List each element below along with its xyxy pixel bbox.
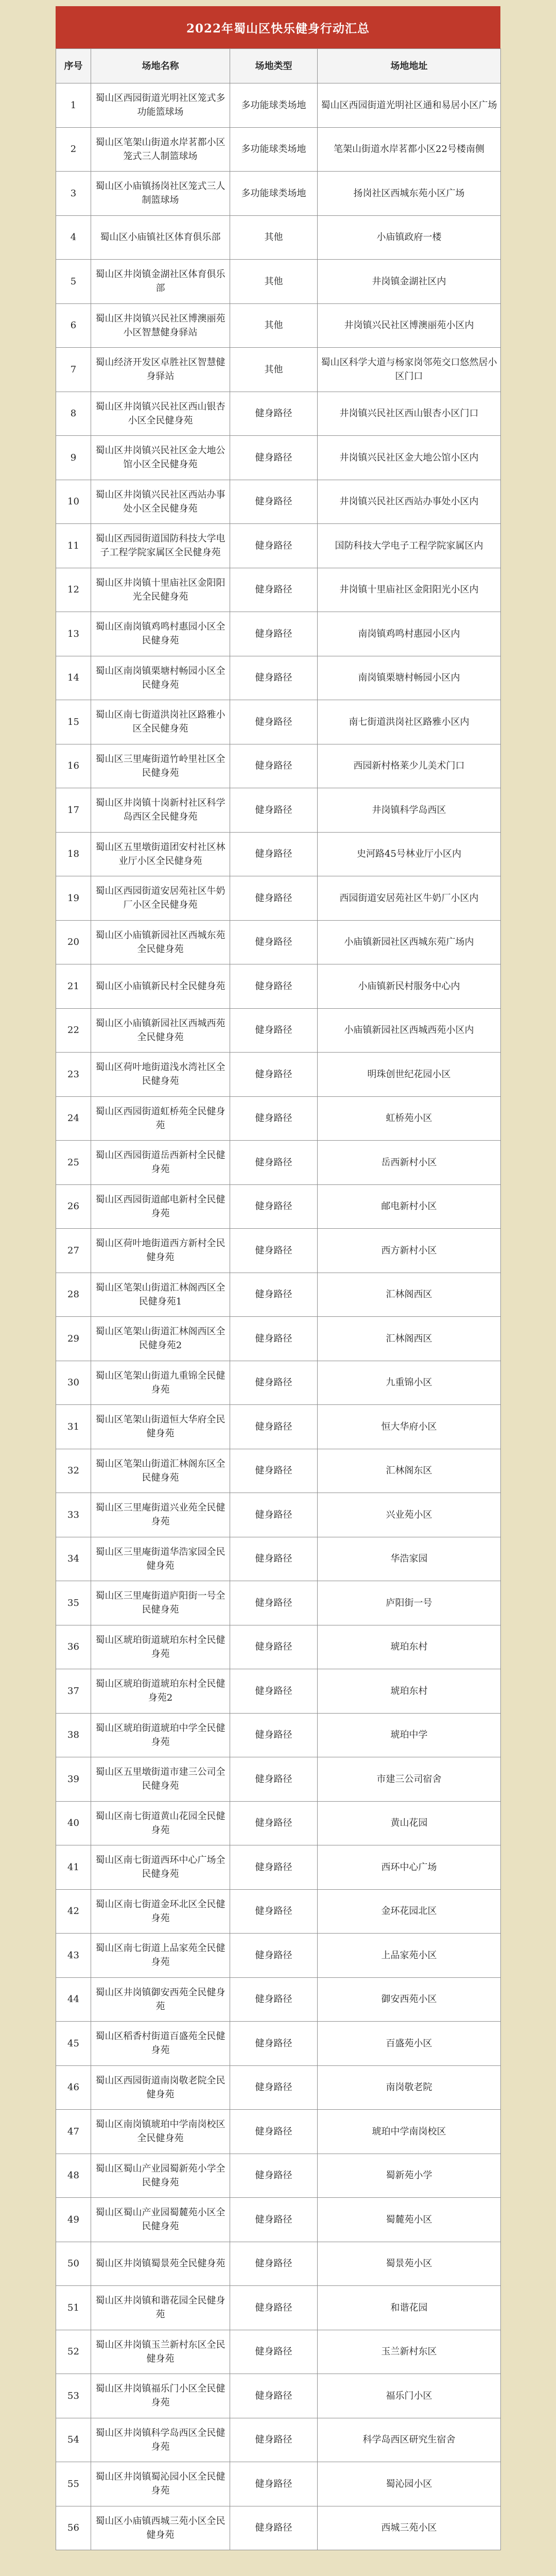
cell-venue-name: 蜀山区井岗镇十岗新村社区科学岛西区全民健身苑 [91, 788, 230, 833]
table-row [56, 1317, 501, 1361]
cell-venue-type: 健身路径 [230, 2418, 318, 2462]
header-venue-address: 场地地址 [318, 49, 501, 83]
cell-venue-type: 健身路径 [230, 1141, 318, 1185]
cell-venue-address: 井岗镇金湖社区内 [318, 260, 501, 304]
table-row [56, 172, 501, 216]
cell-index: 49 [56, 2198, 91, 2242]
cell-venue-address: 汇林阁西区 [318, 1317, 501, 1361]
cell-venue-address: 和谐花园 [318, 2286, 501, 2330]
cell-venue-address: 黄山花园 [318, 1801, 501, 1845]
table-row [56, 2154, 501, 2198]
cell-venue-name: 蜀山区西园街道光明社区笼式多功能篮球场 [91, 83, 230, 128]
cell-index: 40 [56, 1801, 91, 1845]
cell-venue-name: 蜀山区南岗镇鸡鸣村惠园小区全民健身苑 [91, 612, 230, 656]
cell-venue-type: 健身路径 [230, 1184, 318, 1229]
cell-venue-address: 小庙镇新园社区西城东苑广场内 [318, 920, 501, 964]
venue-table [56, 48, 501, 2550]
cell-venue-name: 蜀山区笔架山街道汇林阁东区全民健身苑 [91, 1449, 230, 1493]
cell-venue-address: 蜀山区科学大道与杨家岗邻苑交口悠然居小区门口 [318, 348, 501, 392]
cell-venue-type: 健身路径 [230, 1053, 318, 1097]
cell-index: 37 [56, 1669, 91, 1714]
cell-venue-name: 蜀山区琥珀街道琥珀东村全民健身苑2 [91, 1669, 230, 1714]
cell-venue-name: 蜀山区南七街道洪岗社区路雅小区全民健身苑 [91, 700, 230, 744]
cell-venue-type: 健身路径 [230, 1273, 318, 1317]
cell-venue-name: 蜀山区南岗镇琥珀中学南岗校区全民健身苑 [91, 2110, 230, 2154]
cell-venue-address: 西园街道安居苑社区牛奶厂小区内 [318, 876, 501, 921]
cell-index: 19 [56, 876, 91, 921]
cell-venue-name: 蜀山区南七街道西环中心广场全民健身苑 [91, 1845, 230, 1890]
cell-index: 1 [56, 83, 91, 128]
cell-venue-address: 琥珀东村 [318, 1669, 501, 1714]
table-row [56, 2506, 501, 2550]
cell-venue-type: 健身路径 [230, 1537, 318, 1581]
cell-venue-address: 井岗镇兴民社区西站办事处小区内 [318, 480, 501, 524]
cell-venue-address: 井岗镇兴民社区博澳丽苑小区内 [318, 303, 501, 348]
cell-venue-type: 健身路径 [230, 744, 318, 788]
cell-index: 25 [56, 1141, 91, 1185]
cell-venue-address: 御安西苑小区 [318, 1977, 501, 2022]
cell-index: 41 [56, 1845, 91, 1890]
cell-venue-address: 邮电新村小区 [318, 1184, 501, 1229]
table-row [56, 83, 501, 128]
cell-index: 53 [56, 2374, 91, 2418]
table-row [56, 2198, 501, 2242]
cell-venue-type: 健身路径 [230, 656, 318, 700]
table-row [56, 1053, 501, 1097]
cell-venue-type: 健身路径 [230, 392, 318, 436]
cell-venue-type: 健身路径 [230, 1934, 318, 1978]
cell-index: 36 [56, 1625, 91, 1669]
cell-venue-address: 西园新村格莱少儿美术门口 [318, 744, 501, 788]
table-row [56, 1625, 501, 1669]
cell-venue-address: 福乐门小区 [318, 2374, 501, 2418]
cell-index: 26 [56, 1184, 91, 1229]
cell-index: 27 [56, 1229, 91, 1273]
table-row [56, 700, 501, 744]
cell-index: 7 [56, 348, 91, 392]
cell-index: 8 [56, 392, 91, 436]
table-row [56, 392, 501, 436]
cell-venue-address: 明珠创世纪花园小区 [318, 1053, 501, 1097]
cell-venue-name: 蜀山区西园街道虹桥苑全民健身苑 [91, 1096, 230, 1141]
cell-venue-name: 蜀山区井岗镇御安西苑全民健身苑 [91, 1977, 230, 2022]
cell-venue-type: 健身路径 [230, 1757, 318, 1802]
cell-venue-type: 健身路径 [230, 1845, 318, 1890]
cell-venue-name: 蜀山区井岗镇科学岛西区全民健身苑 [91, 2418, 230, 2462]
cell-venue-address: 南七街道洪岗社区路雅小区内 [318, 700, 501, 744]
cell-venue-name: 蜀山区笔架山街道汇林阁西区全民健身苑1 [91, 1273, 230, 1317]
cell-index: 24 [56, 1096, 91, 1141]
table-row [56, 964, 501, 1009]
cell-index: 52 [56, 2330, 91, 2374]
header-index: 序号 [56, 49, 91, 83]
table-row [56, 1273, 501, 1317]
cell-venue-name: 蜀山区五里墩街道市建三公司全民健身苑 [91, 1757, 230, 1802]
cell-venue-type: 健身路径 [230, 1096, 318, 1141]
cell-venue-type: 健身路径 [230, 2242, 318, 2286]
cell-venue-type: 多功能球类场地 [230, 172, 318, 216]
cell-venue-type: 健身路径 [230, 1317, 318, 1361]
cell-venue-type: 健身路径 [230, 1977, 318, 2022]
cell-venue-address: 汇林阁东区 [318, 1449, 501, 1493]
cell-venue-address: 市建三公司宿舍 [318, 1757, 501, 1802]
cell-venue-type: 健身路径 [230, 2022, 318, 2066]
cell-venue-address: 百盛苑小区 [318, 2022, 501, 2066]
cell-index: 54 [56, 2418, 91, 2462]
table-row [56, 260, 501, 304]
table-row [56, 2242, 501, 2286]
table-row [56, 1669, 501, 1714]
table-row [56, 876, 501, 921]
cell-venue-name: 蜀山区蜀山产业园蜀麓苑小区全民健身苑 [91, 2198, 230, 2242]
cell-venue-type: 健身路径 [230, 2110, 318, 2154]
cell-index: 21 [56, 964, 91, 1009]
cell-venue-address: 九重锦小区 [318, 1361, 501, 1405]
cell-venue-name: 蜀山区荷叶地街道西方新村全民健身苑 [91, 1229, 230, 1273]
cell-venue-type: 健身路径 [230, 1493, 318, 1537]
table-row [56, 2110, 501, 2154]
cell-index: 42 [56, 1889, 91, 1934]
cell-venue-type: 健身路径 [230, 2065, 318, 2110]
cell-venue-type: 健身路径 [230, 1229, 318, 1273]
cell-venue-name: 蜀山区小庙镇扬岗社区笼式三人制篮球场 [91, 172, 230, 216]
cell-venue-type: 健身路径 [230, 480, 318, 524]
table-row [56, 127, 501, 172]
cell-index: 18 [56, 832, 91, 876]
cell-venue-name: 蜀山区井岗镇和谐花园全民健身苑 [91, 2286, 230, 2330]
cell-venue-name: 蜀山区笔架山街道恒大华府全民健身苑 [91, 1405, 230, 1449]
table-row [56, 1449, 501, 1493]
cell-venue-type: 健身路径 [230, 2286, 318, 2330]
cell-venue-address: 西方新村小区 [318, 1229, 501, 1273]
cell-venue-type: 健身路径 [230, 920, 318, 964]
cell-venue-address: 小庙镇新园社区西城西苑小区内 [318, 1008, 501, 1053]
cell-venue-address: 兴业苑小区 [318, 1493, 501, 1537]
cell-venue-name: 蜀山区井岗镇玉兰新村东区全民健身苑 [91, 2330, 230, 2374]
cell-venue-name: 蜀山区井岗镇金湖社区体育俱乐部 [91, 260, 230, 304]
cell-venue-name: 蜀山区三里庵街道庐阳街一号全民健身苑 [91, 1581, 230, 1625]
table-row [56, 2330, 501, 2374]
cell-index: 29 [56, 1317, 91, 1361]
cell-venue-address: 蜀新苑小学 [318, 2154, 501, 2198]
cell-index: 55 [56, 2462, 91, 2506]
cell-venue-address: 西城三苑小区 [318, 2506, 501, 2550]
table-row [56, 1537, 501, 1581]
cell-venue-type: 健身路径 [230, 1361, 318, 1405]
table-row [56, 2418, 501, 2462]
cell-index: 39 [56, 1757, 91, 1802]
cell-index: 46 [56, 2065, 91, 2110]
cell-venue-address: 蜀沁园小区 [318, 2462, 501, 2506]
cell-venue-type: 健身路径 [230, 1713, 318, 1757]
cell-venue-name: 蜀山区笔架山街道汇林阁西区全民健身苑2 [91, 1317, 230, 1361]
table-row [56, 1229, 501, 1273]
cell-index: 15 [56, 700, 91, 744]
cell-venue-name: 蜀山经济开发区卓胜社区智慧健身驿站 [91, 348, 230, 392]
table-row [56, 1713, 501, 1757]
cell-venue-name: 蜀山区井岗镇蜀沁园小区全民健身苑 [91, 2462, 230, 2506]
cell-venue-name: 蜀山区琥珀街道琥珀东村全民健身苑 [91, 1625, 230, 1669]
cell-venue-type: 健身路径 [230, 2330, 318, 2374]
cell-venue-type: 健身路径 [230, 2506, 318, 2550]
cell-venue-type: 其他 [230, 215, 318, 260]
cell-venue-name: 蜀山区井岗镇兴民社区博澳丽苑小区智慧健身驿站 [91, 303, 230, 348]
cell-venue-type: 健身路径 [230, 1669, 318, 1714]
cell-index: 50 [56, 2242, 91, 2286]
cell-venue-name: 蜀山区井岗镇兴民社区西站办事处小区全民健身苑 [91, 480, 230, 524]
table-row [56, 436, 501, 480]
cell-venue-type: 健身路径 [230, 700, 318, 744]
cell-index: 23 [56, 1053, 91, 1097]
cell-venue-name: 蜀山区井岗镇兴民社区金大地公馆小区全民健身苑 [91, 436, 230, 480]
cell-venue-address: 庐阳街一号 [318, 1581, 501, 1625]
cell-venue-name: 蜀山区南七街道上品家苑全民健身苑 [91, 1934, 230, 1978]
table-row [56, 656, 501, 700]
table-row [56, 568, 501, 612]
cell-venue-name: 蜀山区西园街道国防科技大学电子工程学院家属区全民健身苑 [91, 524, 230, 568]
table-row [56, 2374, 501, 2418]
table-row [56, 1096, 501, 1141]
cell-index: 3 [56, 172, 91, 216]
cell-index: 17 [56, 788, 91, 833]
table-row [56, 1581, 501, 1625]
cell-venue-name: 蜀山区小庙镇新园社区西城西苑全民健身苑 [91, 1008, 230, 1053]
cell-venue-name: 蜀山区西园街道南岗敬老院全民健身苑 [91, 2065, 230, 2110]
cell-index: 30 [56, 1361, 91, 1405]
cell-index: 44 [56, 1977, 91, 2022]
cell-venue-name: 蜀山区井岗镇兴民社区西山银杏小区全民健身苑 [91, 392, 230, 436]
cell-index: 6 [56, 303, 91, 348]
table-row [56, 480, 501, 524]
cell-venue-name: 蜀山区荷叶地街道浅水湾社区全民健身苑 [91, 1053, 230, 1097]
cell-index: 2 [56, 127, 91, 172]
table-row [56, 303, 501, 348]
cell-venue-address: 史河路45号林业厅小区内 [318, 832, 501, 876]
cell-venue-address: 扬岗社区西城东苑小区广场 [318, 172, 501, 216]
cell-index: 4 [56, 215, 91, 260]
cell-venue-type: 健身路径 [230, 1449, 318, 1493]
cell-venue-type: 健身路径 [230, 876, 318, 921]
table-row [56, 920, 501, 964]
cell-venue-type: 健身路径 [230, 964, 318, 1009]
cell-venue-type: 健身路径 [230, 436, 318, 480]
cell-venue-name: 蜀山区南岗镇栗塘村畅园小区全民健身苑 [91, 656, 230, 700]
cell-venue-address: 华浩家园 [318, 1537, 501, 1581]
cell-venue-address: 西环中心广场 [318, 1845, 501, 1890]
cell-venue-name: 蜀山区西园街道岳西新村全民健身苑 [91, 1141, 230, 1185]
table-row [56, 1889, 501, 1934]
cell-venue-address: 恒大华府小区 [318, 1405, 501, 1449]
table-title: 2022年蜀山区快乐健身行动汇总 [56, 6, 500, 48]
cell-venue-name: 蜀山区五里墩街道团安村社区林业厅小区全民健身苑 [91, 832, 230, 876]
cell-venue-name: 蜀山区三里庵街道华浩家园全民健身苑 [91, 1537, 230, 1581]
cell-venue-address: 虹桥苑小区 [318, 1096, 501, 1141]
cell-venue-address: 国防科技大学电子工程学院家属区内 [318, 524, 501, 568]
table-row [56, 1008, 501, 1053]
cell-index: 56 [56, 2506, 91, 2550]
cell-venue-name: 蜀山区三里庵街道兴业苑全民健身苑 [91, 1493, 230, 1537]
cell-index: 13 [56, 612, 91, 656]
cell-venue-name: 蜀山区井岗镇蜀景苑全民健身苑 [91, 2242, 230, 2286]
cell-venue-name: 蜀山区南七街道黄山花园全民健身苑 [91, 1801, 230, 1845]
cell-venue-address: 蜀山区西园街道光明社区通和易居小区广场 [318, 83, 501, 128]
cell-index: 16 [56, 744, 91, 788]
cell-venue-name: 蜀山区稻香村街道百盛苑全民健身苑 [91, 2022, 230, 2066]
cell-venue-address: 笔架山街道水岸茗都小区22号楼南侧 [318, 127, 501, 172]
cell-index: 12 [56, 568, 91, 612]
cell-venue-name: 蜀山区西园街道安居苑社区牛奶厂小区全民健身苑 [91, 876, 230, 921]
header-venue-name: 场地名称 [91, 49, 230, 83]
cell-venue-type: 健身路径 [230, 1625, 318, 1669]
header-venue-type: 场地类型 [230, 49, 318, 83]
cell-venue-type: 其他 [230, 303, 318, 348]
table-row [56, 1141, 501, 1185]
cell-venue-address: 汇林阁西区 [318, 1273, 501, 1317]
cell-venue-type: 健身路径 [230, 612, 318, 656]
cell-venue-address: 南岗镇鸡鸣村惠园小区内 [318, 612, 501, 656]
cell-index: 10 [56, 480, 91, 524]
cell-venue-type: 健身路径 [230, 1581, 318, 1625]
cell-venue-name: 蜀山区井岗镇十里庙社区金阳阳光全民健身苑 [91, 568, 230, 612]
cell-venue-type: 多功能球类场地 [230, 83, 318, 128]
table-row [56, 348, 501, 392]
cell-venue-address: 井岗镇科学岛西区 [318, 788, 501, 833]
cell-venue-address: 南岗镇栗塘村畅园小区内 [318, 656, 501, 700]
cell-index: 22 [56, 1008, 91, 1053]
table-row [56, 2022, 501, 2066]
cell-venue-name: 蜀山区小庙镇西城三苑小区全民健身苑 [91, 2506, 230, 2550]
cell-venue-name: 蜀山区小庙镇新民村全民健身苑 [91, 964, 230, 1009]
table-header-row [56, 49, 501, 83]
cell-venue-address: 井岗镇十里庙社区金阳阳光小区内 [318, 568, 501, 612]
cell-venue-address: 琥珀中学南岗校区 [318, 2110, 501, 2154]
cell-venue-name: 蜀山区三里庵街道竹岭里社区全民健身苑 [91, 744, 230, 788]
cell-venue-address: 井岗镇兴民社区金大地公馆小区内 [318, 436, 501, 480]
cell-venue-name: 蜀山区西园街道邮电新村全民健身苑 [91, 1184, 230, 1229]
cell-venue-name: 蜀山区小庙镇社区体育俱乐部 [91, 215, 230, 260]
cell-venue-type: 健身路径 [230, 2374, 318, 2418]
table-row [56, 744, 501, 788]
cell-index: 11 [56, 524, 91, 568]
table-row [56, 524, 501, 568]
cell-venue-address: 蜀麓苑小区 [318, 2198, 501, 2242]
table-row [56, 2462, 501, 2506]
cell-venue-type: 健身路径 [230, 2462, 318, 2506]
cell-venue-address: 玉兰新村东区 [318, 2330, 501, 2374]
cell-venue-type: 健身路径 [230, 568, 318, 612]
cell-venue-address: 蜀景苑小区 [318, 2242, 501, 2286]
cell-index: 48 [56, 2154, 91, 2198]
cell-venue-type: 健身路径 [230, 1889, 318, 1934]
cell-venue-type: 健身路径 [230, 1801, 318, 1845]
table-row [56, 2286, 501, 2330]
cell-venue-address: 琥珀东村 [318, 1625, 501, 1669]
cell-venue-address: 小庙镇新民村服务中心内 [318, 964, 501, 1009]
cell-index: 35 [56, 1581, 91, 1625]
cell-index: 33 [56, 1493, 91, 1537]
table-row [56, 1801, 501, 1845]
cell-index: 9 [56, 436, 91, 480]
cell-venue-type: 其他 [230, 260, 318, 304]
table-row [56, 1405, 501, 1449]
cell-venue-type: 健身路径 [230, 2198, 318, 2242]
cell-index: 31 [56, 1405, 91, 1449]
cell-index: 38 [56, 1713, 91, 1757]
cell-venue-type: 健身路径 [230, 788, 318, 833]
cell-venue-name: 蜀山区井岗镇福乐门小区全民健身苑 [91, 2374, 230, 2418]
table-row [56, 1845, 501, 1890]
cell-index: 28 [56, 1273, 91, 1317]
cell-venue-type: 其他 [230, 348, 318, 392]
cell-venue-address: 上品家苑小区 [318, 1934, 501, 1978]
table-row [56, 1493, 501, 1537]
cell-venue-type: 健身路径 [230, 1008, 318, 1053]
table-row [56, 788, 501, 833]
cell-index: 34 [56, 1537, 91, 1581]
cell-venue-address: 小庙镇政府一楼 [318, 215, 501, 260]
cell-venue-type: 健身路径 [230, 524, 318, 568]
cell-index: 45 [56, 2022, 91, 2066]
cell-venue-address: 琥珀中学 [318, 1713, 501, 1757]
table-row [56, 612, 501, 656]
cell-index: 47 [56, 2110, 91, 2154]
cell-venue-type: 多功能球类场地 [230, 127, 318, 172]
cell-venue-type: 健身路径 [230, 832, 318, 876]
cell-venue-address: 井岗镇兴民社区西山银杏小区门口 [318, 392, 501, 436]
cell-venue-address: 金环花园北区 [318, 1889, 501, 1934]
cell-index: 5 [56, 260, 91, 304]
table-row [56, 215, 501, 260]
table-row [56, 2065, 501, 2110]
cell-index: 51 [56, 2286, 91, 2330]
cell-venue-type: 健身路径 [230, 1405, 318, 1449]
table-row [56, 1184, 501, 1229]
summary-card [56, 6, 500, 2550]
cell-venue-address: 南岗敬老院 [318, 2065, 501, 2110]
table-row [56, 1934, 501, 1978]
cell-index: 43 [56, 1934, 91, 1978]
cell-venue-name: 蜀山区蜀山产业园蜀新苑小学全民健身苑 [91, 2154, 230, 2198]
table-body [56, 83, 501, 2550]
cell-venue-name: 蜀山区南七街道金环北区全民健身苑 [91, 1889, 230, 1934]
cell-venue-name: 蜀山区笔架山街道九重锦全民健身苑 [91, 1361, 230, 1405]
table-row [56, 1977, 501, 2022]
cell-index: 14 [56, 656, 91, 700]
cell-venue-name: 蜀山区小庙镇新园社区西城东苑全民健身苑 [91, 920, 230, 964]
cell-index: 32 [56, 1449, 91, 1493]
table-row [56, 1361, 501, 1405]
cell-venue-name: 蜀山区笔架山街道水岸茗都小区笼式三人制篮球场 [91, 127, 230, 172]
table-row [56, 832, 501, 876]
cell-venue-name: 蜀山区琥珀街道琥珀中学全民健身苑 [91, 1713, 230, 1757]
cell-index: 20 [56, 920, 91, 964]
cell-venue-address: 科学岛西区研究生宿舍 [318, 2418, 501, 2462]
cell-venue-type: 健身路径 [230, 2154, 318, 2198]
table-row [56, 1757, 501, 1802]
cell-venue-address: 岳西新村小区 [318, 1141, 501, 1185]
